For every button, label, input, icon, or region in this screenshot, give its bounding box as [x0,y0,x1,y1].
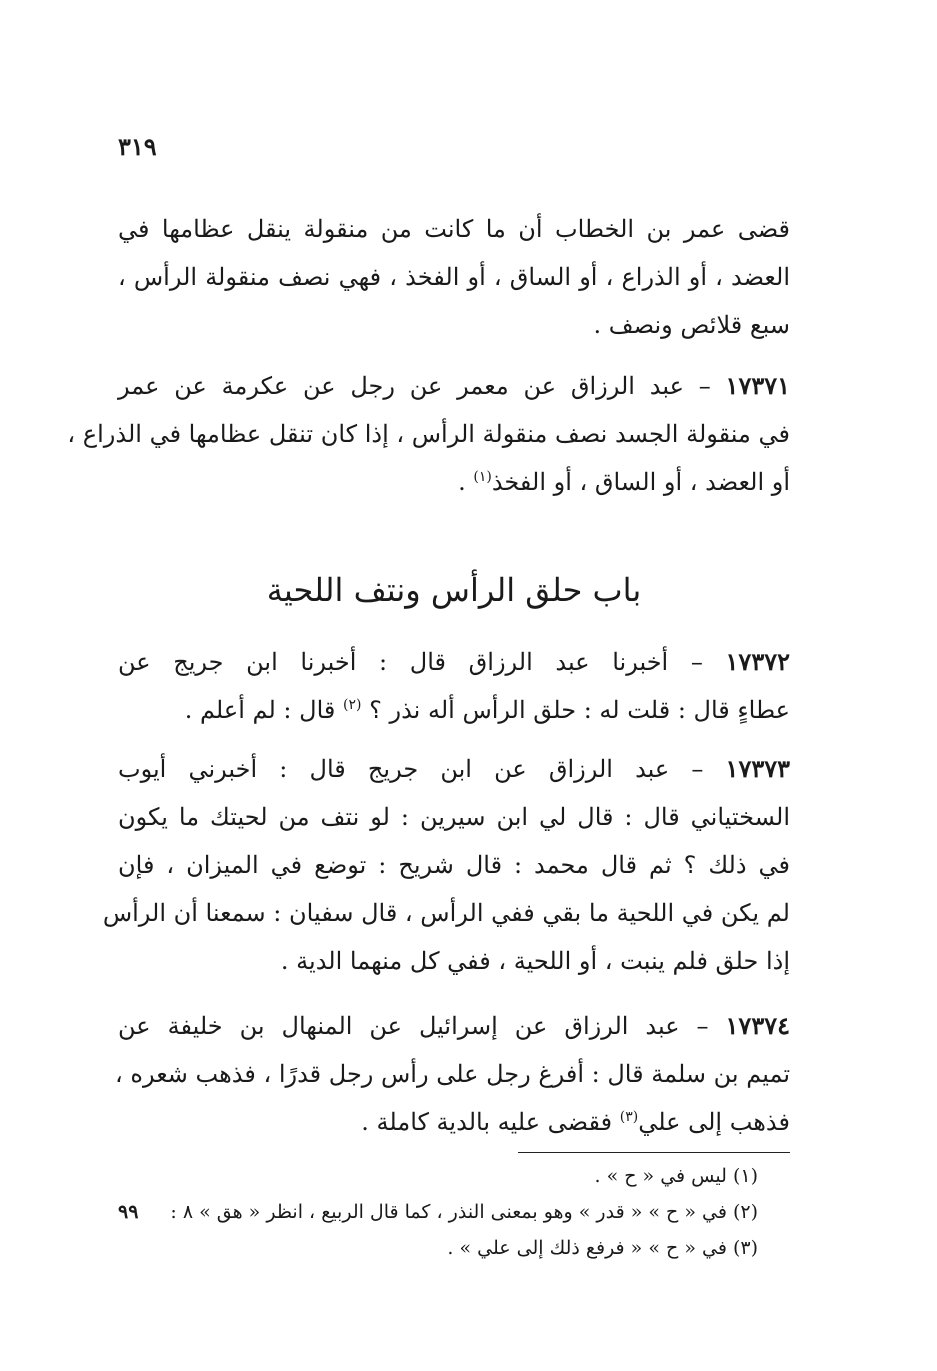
hadith-17373 [102,745,791,985]
footnote-page-ref: ٩٩ [118,1201,139,1223]
footnote-text: (٢) في « ح » « قدر » وهو بمعنى النذر ، كما قال الربيع ، انظر « هق » ٨ : [170,1201,758,1223]
text-line: تميم بن سلمة قال : أفرغ رجل على رأس رجل قدرًا ، فذهب شعره ، [115,1060,790,1088]
text-segment: – أخبرنا عبد الرزاق قال : أخبرنا ابن جريج عن [118,648,703,676]
text-line: لم يكن في اللحية ما بقي ففي الرأس ، قال سفيان : سمعنا أن الرأس [102,899,790,927]
text-line [118,686,790,734]
text-line [118,638,790,686]
hadith-17374 [115,1002,790,1146]
text-line [118,745,790,793]
hadith-17372 [118,638,790,734]
text-segment: فذهب إلى علي [638,1108,790,1136]
footnote-1: (١) ليس في « ح » . [594,1165,758,1187]
footnote-3: (٣) في « ح » « فرفع ذلك إلى علي » . [447,1237,758,1259]
text-segment: أو العضد ، أو الساق ، أو الفخذ [491,468,790,496]
paragraph-intro [118,205,790,349]
text-line: إذا حلق فلم ينبت ، أو اللحية ، ففي كل منهما الدية . [280,947,790,975]
text-segment: فقضى عليه بالدية كاملة . [361,1108,613,1136]
text-segment: قال : لم أعلم . [184,696,336,724]
text-line: قضى عمر بن الخطاب أن ما كانت من منقولة ينقل عظامها في [118,215,791,243]
text-segment: – عبد الرزاق عن ابن جريج قال : أخبرني أيوب [118,755,704,783]
footnote-ref: (١) [473,469,492,485]
hadith-17371 [67,362,790,506]
text-segment: – عبد الرزاق عن معمر عن رجل عن عكرمة عن عمر [118,372,711,400]
text-segment: عطاءٍ قال : قلت له : حلق الرأس أله نذر ؟ [369,696,790,724]
footnotes [118,1158,758,1266]
hadith-number: ١٧٣٧٢ [725,647,790,676]
text-line [118,1098,790,1146]
footnote-divider [518,1152,790,1153]
footnote-ref: (٣) [619,1109,639,1125]
hadith-number: ١٧٣٧٣ [725,754,790,783]
text-line [118,1002,790,1050]
page-number: ٣١٩ [118,132,157,161]
section-title: باب حلق الرأس ونتف اللحية [266,571,642,609]
footnote-2 [118,1194,758,1230]
text-segment: . [458,468,466,496]
text-line [118,362,790,410]
hadith-number: ١٧٣٧١ [725,371,790,400]
text-line: في ذلك ؟ ثم قال محمد : قال شريح : توضع في الميزان ، فإن [118,851,790,879]
text-segment: – عبد الرزاق عن إسرائيل عن المنهال بن خليفة عن [118,1012,709,1040]
text-line: العضد ، أو الذراع ، أو الساق ، أو الفخذ ، فهي نصف منقولة الرأس ، [118,263,790,291]
footnote-ref: (٢) [343,697,362,713]
text-line [118,458,790,506]
hadith-number: ١٧٣٧٤ [725,1011,790,1040]
text-line: السختياني قال : قال لي ابن سيرين : لو نتف من لحيتك ما يكون [118,803,791,831]
text-line: في منقولة الجسد نصف منقولة الرأس ، إذا كان تنقل عظامها في الذراع ، [67,420,790,448]
text-line: سبع قلائص ونصف . [593,311,790,339]
